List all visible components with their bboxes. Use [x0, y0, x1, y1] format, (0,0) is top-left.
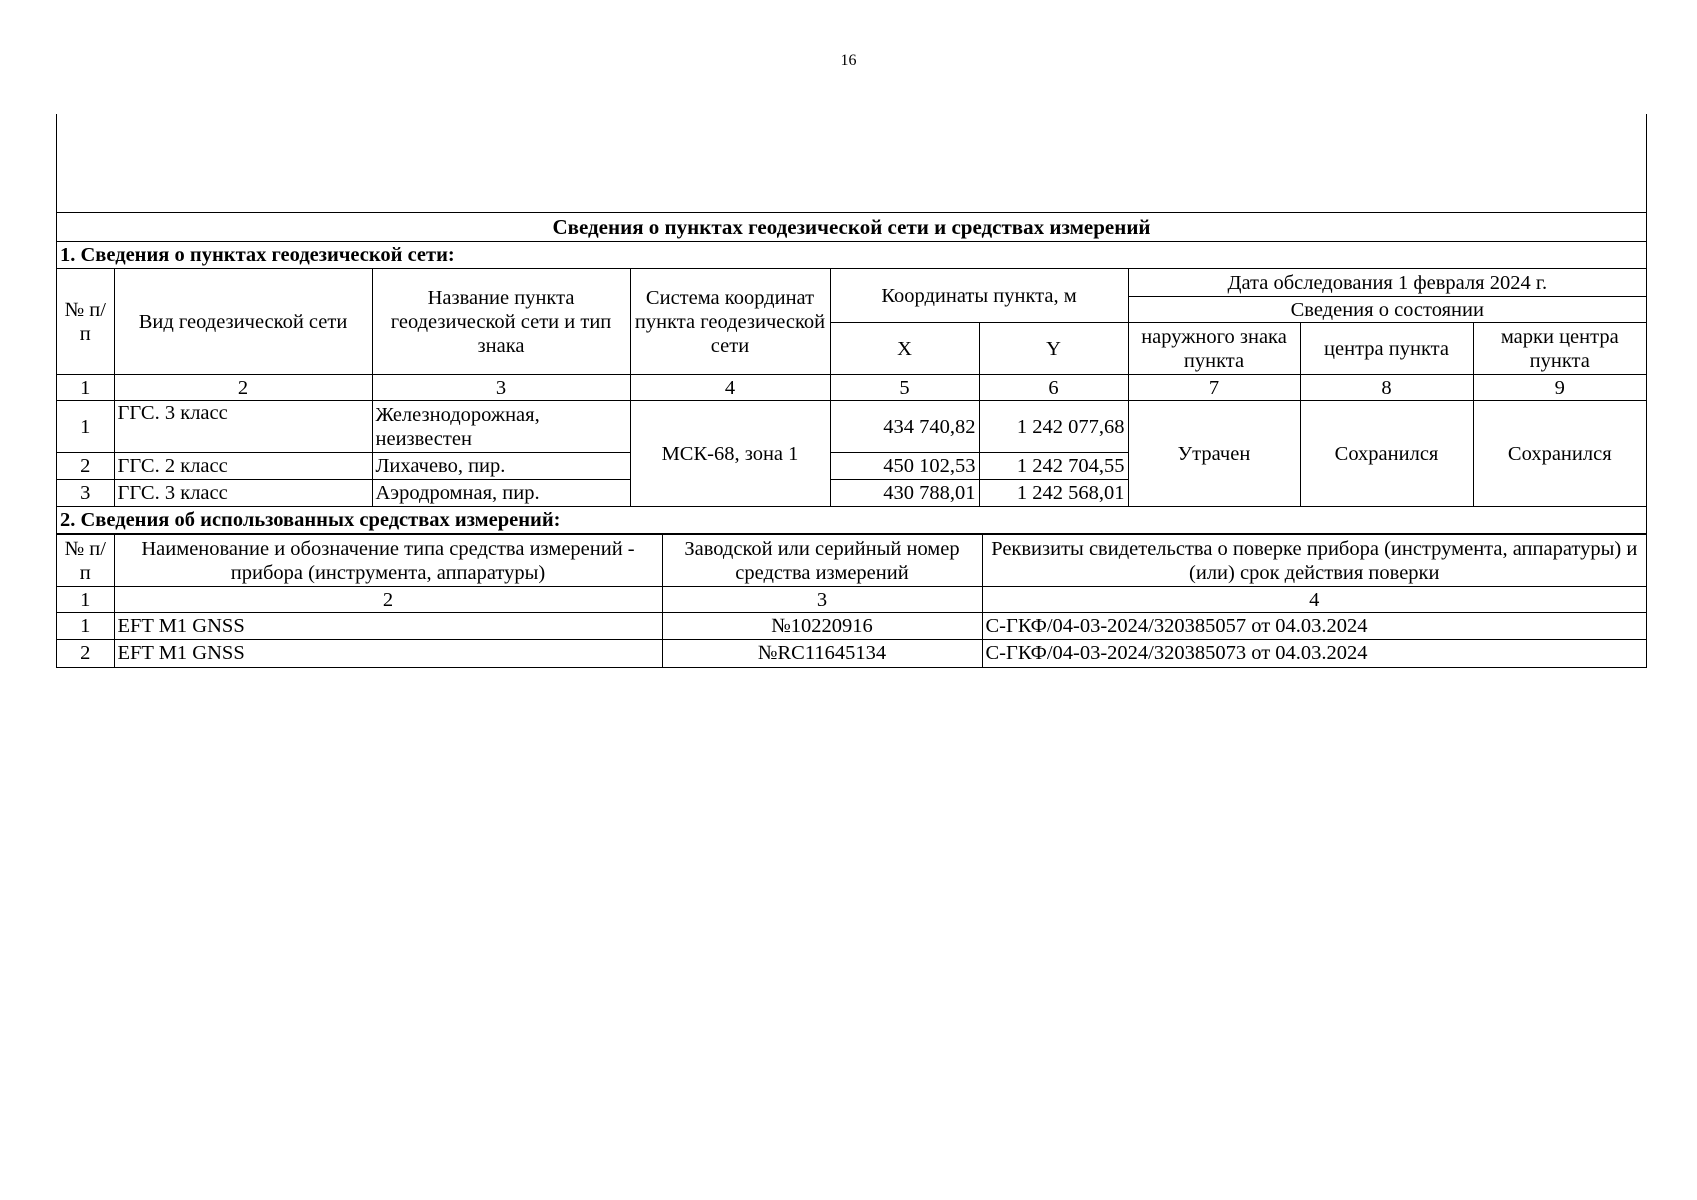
state-outer-sign: Утрачен — [1128, 401, 1300, 507]
row-num: 1 — [57, 613, 114, 640]
header-num: № п/п — [57, 269, 114, 375]
header-center-marks: марки центра пункта — [1473, 323, 1646, 375]
header-center: центра пункта — [1300, 323, 1473, 375]
table-row — [57, 401, 1646, 453]
col-number: 3 — [662, 587, 982, 613]
row-verification: С-ГКФ/04-03-2024/320385073 от 04.03.2024 — [982, 640, 1646, 667]
row-num: 2 — [57, 453, 114, 480]
col-number: 4 — [982, 587, 1646, 613]
header-state-info: Сведения о состоянии — [1128, 297, 1646, 323]
col-number: 7 — [1128, 375, 1300, 401]
page-number: 16 — [840, 52, 857, 69]
coord-system-value: МСК-68, зона 1 — [630, 401, 830, 507]
section2-heading: 2. Сведения об использованных средствах измерений: — [57, 507, 1646, 534]
col-number: 2 — [114, 375, 372, 401]
row-verification: С-ГКФ/04-03-2024/320385057 от 04.03.2024 — [982, 613, 1646, 640]
document-frame — [56, 114, 1647, 668]
row-num: 3 — [57, 480, 114, 507]
col-number: 5 — [830, 375, 979, 401]
row-y: 1 242 704,55 — [979, 453, 1128, 480]
row-point-name: Аэродромная, пир. — [372, 480, 630, 507]
header-point-name: Название пункта геодезической сети и тип знака — [372, 269, 630, 375]
header-network-type: Вид геодезической сети — [114, 269, 372, 375]
row-num: 2 — [57, 640, 114, 667]
section1-heading: 1. Сведения о пунктах геодезической сети: — [57, 242, 1646, 269]
header-num: № п/п — [57, 535, 114, 587]
header-coords: Координаты пункта, м — [830, 269, 1128, 323]
row-y: 1 242 077,68 — [979, 401, 1128, 453]
row-instrument-name: EFT M1 GNSS — [114, 640, 662, 667]
state-center: Сохранился — [1300, 401, 1473, 507]
header-survey-date: Дата обследования 1 февраля 2024 г. — [1128, 269, 1646, 297]
header-y: Y — [979, 323, 1128, 375]
row-network-type: ГГС. 2 класс — [114, 453, 372, 480]
header-verification: Реквизиты свидетельства о поверке прибора (инструмента, аппаратуры) и (или) срок действия поверки — [982, 535, 1646, 587]
row-network-type: ГГС. 3 класс — [114, 401, 372, 453]
row-y: 1 242 568,01 — [979, 480, 1128, 507]
row-x: 450 102,53 — [830, 453, 979, 480]
blank-area — [57, 114, 1646, 213]
state-center-marks: Сохранился — [1473, 401, 1646, 507]
header-serial: Заводской или серийный номер средства измерений — [662, 535, 982, 587]
row-network-type: ГГС. 3 класс — [114, 480, 372, 507]
row-point-name: Железнодорожная, неизвестен — [372, 401, 630, 453]
col-number: 1 — [57, 587, 114, 613]
row-num: 1 — [57, 401, 114, 453]
table-row — [57, 640, 1646, 667]
row-x: 434 740,82 — [830, 401, 979, 453]
document-title: Сведения о пунктах геодезической сети и средствах измерений — [57, 213, 1646, 242]
row-instrument-name: EFT M1 GNSS — [114, 613, 662, 640]
table-row — [57, 613, 1646, 640]
col-number: 3 — [372, 375, 630, 401]
header-coord-system: Система координат пункта геодезической сети — [630, 269, 830, 375]
col-number: 9 — [1473, 375, 1646, 401]
col-number: 2 — [114, 587, 662, 613]
col-number: 6 — [979, 375, 1128, 401]
col-number: 1 — [57, 375, 114, 401]
col-number: 8 — [1300, 375, 1473, 401]
geodetic-points-table — [57, 213, 1646, 534]
header-instrument-name: Наименование и обозначение типа средства измерений - прибора (инструмента, аппаратуры) — [114, 535, 662, 587]
instruments-table — [57, 534, 1646, 667]
row-serial: №10220916 — [662, 613, 982, 640]
header-x: X — [830, 323, 979, 375]
col-number: 4 — [630, 375, 830, 401]
row-serial: №RC11645134 — [662, 640, 982, 667]
header-outer-sign: наружного знака пункта — [1128, 323, 1300, 375]
row-point-name: Лихачево, пир. — [372, 453, 630, 480]
row-x: 430 788,01 — [830, 480, 979, 507]
